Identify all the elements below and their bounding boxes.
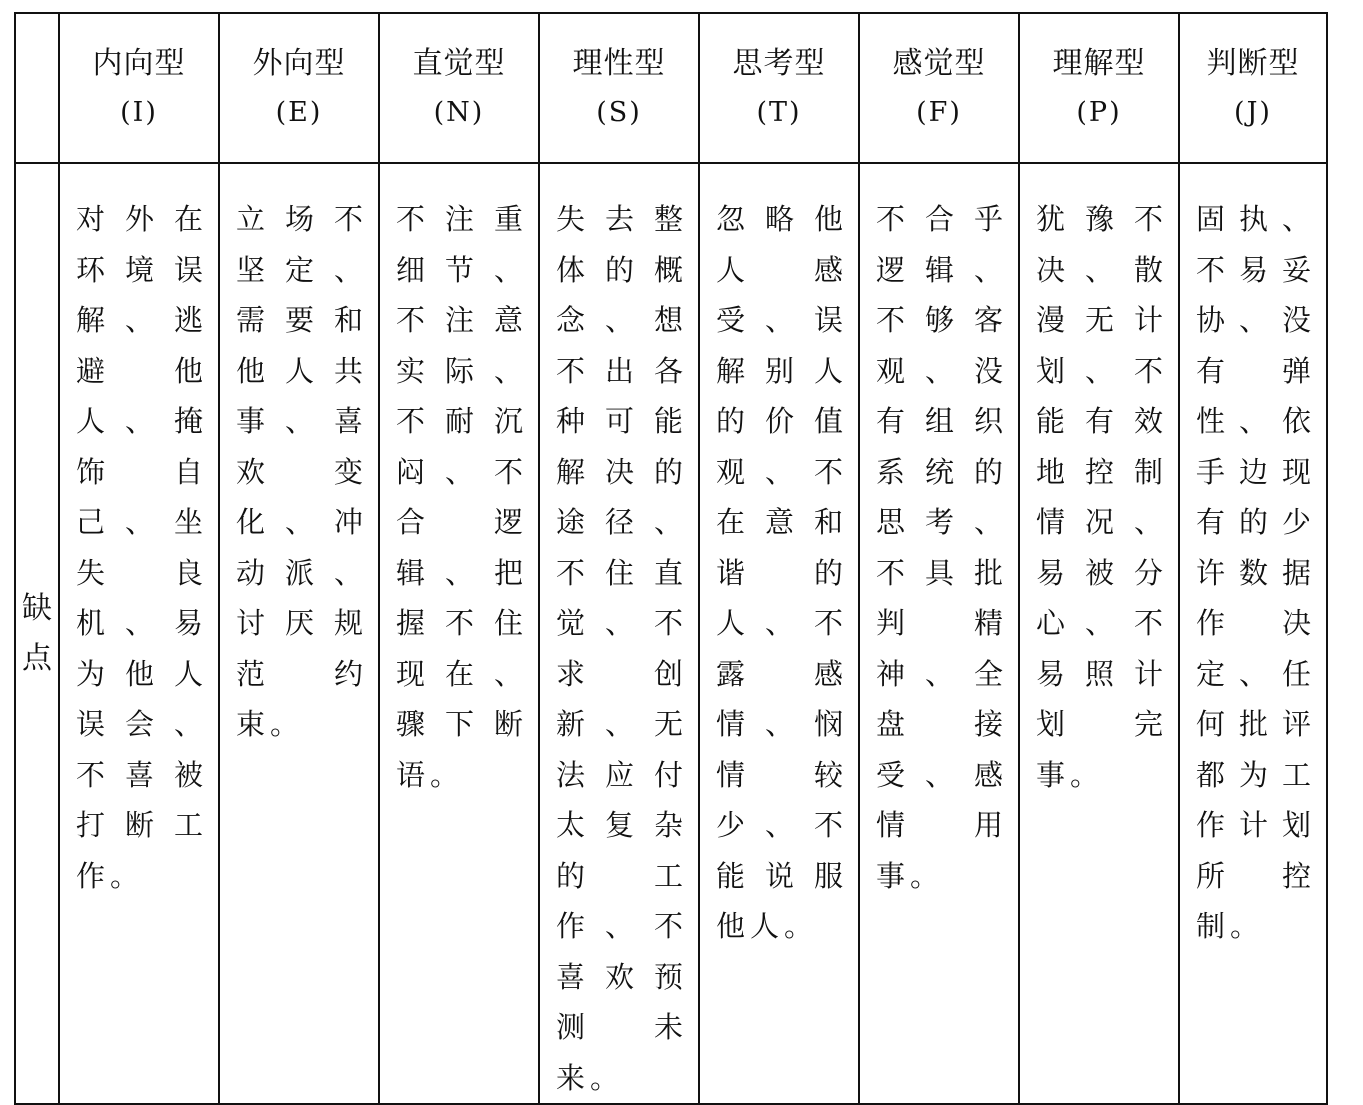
type-name: 感觉型 bbox=[892, 46, 986, 81]
type-code: (J) bbox=[1234, 97, 1272, 128]
type-name: 内向型 bbox=[92, 46, 186, 81]
row-label-char: 缺 bbox=[22, 590, 52, 626]
type-name: 理解型 bbox=[1052, 46, 1146, 81]
weakness-cell-introvert bbox=[59, 163, 219, 1104]
header-cell-thinking bbox=[699, 13, 859, 163]
row-label-char: 点 bbox=[22, 640, 52, 676]
weakness-text: 立场不坚定、需要和他人共事、喜欢变化、冲动派、讨厌规范约束。 bbox=[236, 202, 368, 741]
header-cell-rational bbox=[539, 13, 699, 163]
header-cell-introvert bbox=[59, 13, 219, 163]
weakness-text: 不注重细节、不注意实际、不耐沉闷、不合逻辑、把握不住现在、骤下断语。 bbox=[396, 202, 528, 792]
corner-cell bbox=[15, 13, 59, 163]
weakness-cell-feeling bbox=[859, 163, 1019, 1104]
type-name: 思考型 bbox=[732, 46, 826, 81]
header-cell-extrovert bbox=[219, 13, 379, 163]
weakness-text: 固执、不易妥协、没有弹性、依手边现有的少许数据作决定、任何批评都为工作计划所控制。 bbox=[1196, 202, 1316, 943]
weakness-text: 不合乎逻辑、不够客观、没有组织系统的思考、不具批判精神、全盘接受、感情用事。 bbox=[876, 202, 1008, 893]
weakness-text: 对外在环境误解、逃避他人、掩饰自己、坐失良机、易为他人误会、不喜被打断工作。 bbox=[76, 202, 208, 893]
mbti-weakness-table bbox=[14, 12, 1328, 1105]
weakness-text: 犹豫不决、散漫无计划、不能有效地控制情况、易被分心、不易照计划完事。 bbox=[1036, 202, 1168, 792]
weakness-cell-judging bbox=[1179, 163, 1327, 1104]
header-cell-perceiving bbox=[1019, 13, 1179, 163]
weakness-text: 忽略他人感受、误解别人的价值观、不在意和谐的人、不露感情、悯情较少、不能说服他人。 bbox=[716, 202, 848, 943]
header-row bbox=[15, 13, 1327, 163]
type-code: (F) bbox=[916, 97, 962, 128]
weakness-text: 失去整体的概念、想不出各种可能解决的途径、不住直觉、不求创新、无法应付太复杂的工作、不喜欢预测未来。 bbox=[556, 202, 688, 1095]
type-code: (T) bbox=[756, 97, 802, 128]
header-cell-intuitive bbox=[379, 13, 539, 163]
header-cell-judging bbox=[1179, 13, 1327, 163]
type-name: 直觉型 bbox=[412, 46, 506, 81]
row-label-weakness bbox=[15, 163, 59, 1104]
type-code: (E) bbox=[275, 97, 323, 128]
weakness-cell-thinking bbox=[699, 163, 859, 1104]
weakness-cell-extrovert bbox=[219, 163, 379, 1104]
type-code: (S) bbox=[596, 97, 642, 128]
type-code: (P) bbox=[1076, 97, 1122, 128]
weakness-cell-intuitive bbox=[379, 163, 539, 1104]
weakness-cell-perceiving bbox=[1019, 163, 1179, 1104]
type-code: (I) bbox=[120, 97, 158, 128]
type-code: (N) bbox=[433, 97, 485, 128]
type-name: 外向型 bbox=[252, 46, 346, 81]
type-name: 判断型 bbox=[1206, 46, 1300, 81]
header-cell-feeling bbox=[859, 13, 1019, 163]
mbti-weakness-table-frame bbox=[14, 12, 1326, 1095]
weakness-row bbox=[15, 163, 1327, 1104]
type-name: 理性型 bbox=[572, 46, 666, 81]
weakness-cell-rational bbox=[539, 163, 699, 1104]
